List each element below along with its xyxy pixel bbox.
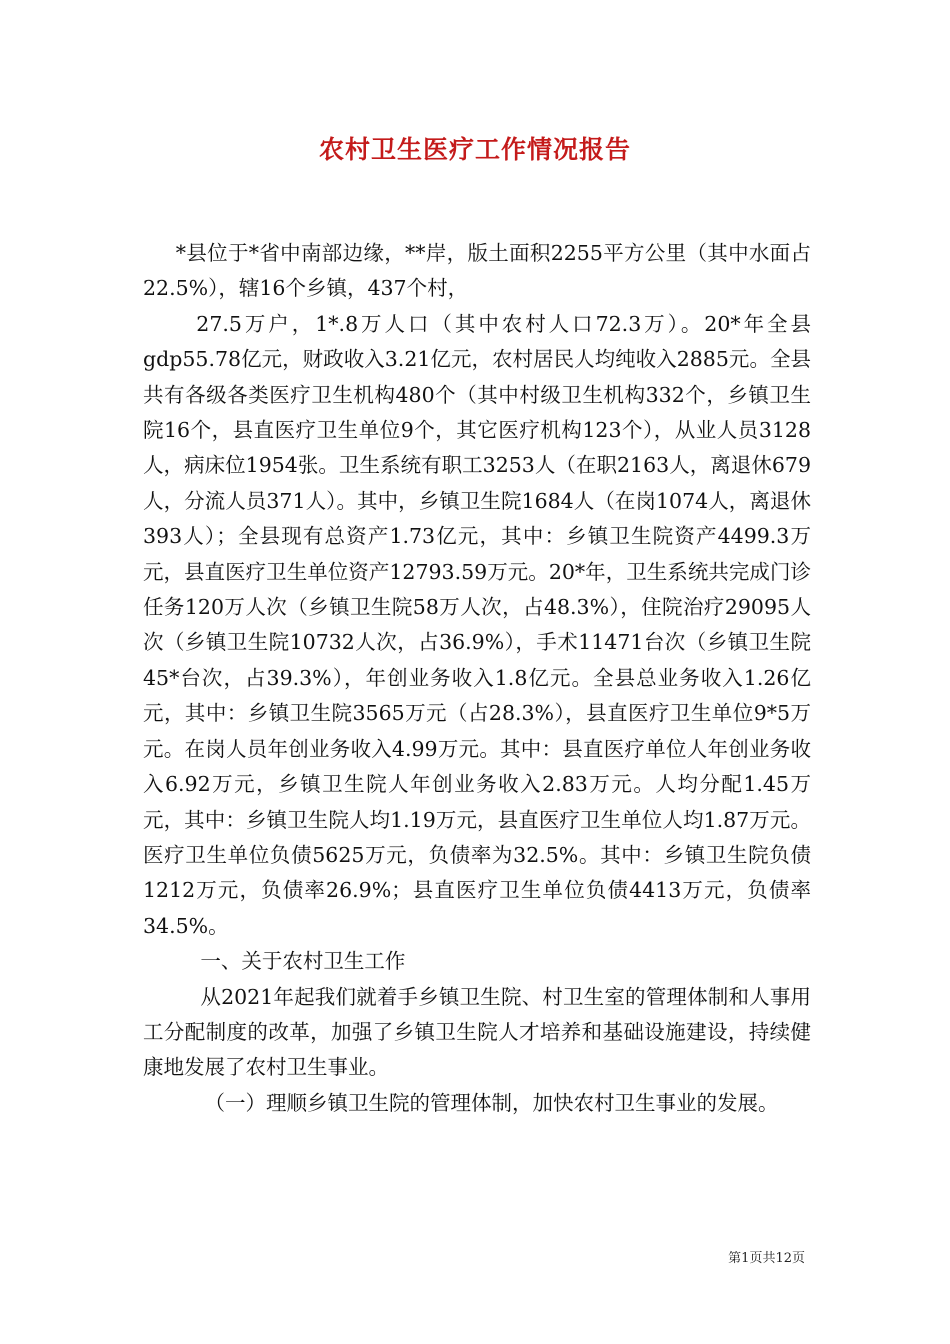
page-number: 第1页共12页 — [728, 1251, 805, 1266]
paragraph-overview: *县位于*省中南部边缘，**岸，版土面积2255平方公里（其中水面占22.5%），辖16个乡镇，437个村， — [143, 241, 811, 301]
section-heading-rural-health: 一、关于农村卫生工作 — [200, 949, 406, 974]
document-title: 农村卫生医疗工作情况报告 — [318, 135, 631, 164]
subsection-heading: （一）理顺乡镇卫生院的管理体制，加快农村卫生事业的发展。 — [204, 1090, 779, 1115]
paragraph-reform: 从2021年起我们就着手乡镇卫生院、村卫生室的管理体制和人事用工分配制度的改革，加强了乡镇卫生院人才培养和基础设施建设，持续健康地发展了农村卫生事业。 — [143, 984, 811, 1080]
paragraph-statistics: 27.5万户，1*.8万人口（其中农村人口72.3万）。20*年全县gdp55.78亿元，财政收入3.21亿元，农村居民人均纯收入2885元。全县共有各级各类医疗卫生机构480个（其中村级卫生机构332个，乡镇卫生院16个，县直医疗卫生单位9个，其它医疗机构123个），从业人员3128人，病床位1954张。卫生系统有职工3253人（在职2163人，离退休679人，分流人员371人）。其中，乡镇卫生院1684人（在岗1074人，离退休393人）；全县现有总资产1.73亿元，其中：乡镇卫生院资产4499.3万元，县直医疗卫生单位资产12793.59万元。20*年，卫生系统共完成门诊任务120万人次（乡镇卫生院58万人次，占48.3%），住院治疗29095人次（乡镇卫生院10732人次，占36.9%），手术11471台次（乡镇卫生院45*台次，占39.3%），年创业务收入1.8亿元。全县总业务收入1.26亿元，其中：乡镇卫生院3565万元（占28.3%），县直医疗卫生单位9*5万元。在岗人员年创业务收入4.99万元。其中：县直医疗单位人年创业务收入6.92万元，乡镇卫生院人年创业务收入2.83万元。人均分配1.45万元，其中：乡镇卫生院人均1.19万元，县直医疗卫生单位人均1.87万元。医疗卫生单位负债5625万元，负债率为32.5%。其中：乡镇卫生院负债1212万元，负债率26.9%；县直医疗卫生单位负债4413万元，负债率34.5%。 — [143, 311, 811, 938]
document-body — [143, 236, 811, 1121]
